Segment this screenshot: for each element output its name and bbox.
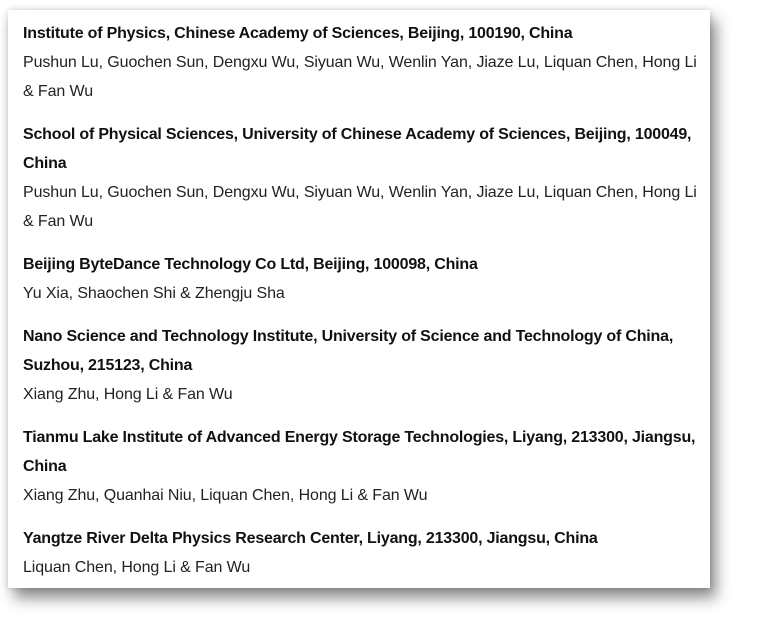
author-list: Pushun Lu, Guochen Sun, Dengxu Wu, Siyuan Wu, Wenlin Yan, Jiaze Lu, Liquan Chen, Hong Li & Fan Wu [23,54,697,100]
affiliation-block [23,19,703,106]
affiliations-list [23,19,703,582]
organization-name: School of Physical Sciences, University of Chinese Academy of Sciences, Beijing, 100049, China [23,126,692,172]
organization-name: Yangtze River Delta Physics Research Center, Liyang, 213300, Jiangsu, China [23,530,598,547]
author-list: Xiang Zhu, Quanhai Niu, Liquan Chen, Hong Li & Fan Wu [23,487,428,504]
affiliation-block [23,250,703,308]
affiliation-block [23,423,703,510]
organization-name: Tianmu Lake Institute of Advanced Energy Storage Technologies, Liyang, 213300, Jiangsu, China [23,429,696,475]
author-list: Xiang Zhu, Hong Li & Fan Wu [23,386,233,403]
affiliations-card [8,10,710,588]
affiliation-block [23,120,703,236]
author-list: Yu Xia, Shaochen Shi & Zhengju Sha [23,285,285,302]
author-list: Pushun Lu, Guochen Sun, Dengxu Wu, Siyuan Wu, Wenlin Yan, Jiaze Lu, Liquan Chen, Hong Li & Fan Wu [23,184,697,230]
affiliation-block [23,524,703,582]
organization-name: Beijing ByteDance Technology Co Ltd, Beijing, 100098, China [23,256,478,273]
author-list: Liquan Chen, Hong Li & Fan Wu [23,559,251,576]
organization-name: Institute of Physics, Chinese Academy of Sciences, Beijing, 100190, China [23,25,573,42]
affiliation-block [23,322,703,409]
organization-name: Nano Science and Technology Institute, University of Science and Technology of China, Suzhou, 215123, China [23,328,674,374]
